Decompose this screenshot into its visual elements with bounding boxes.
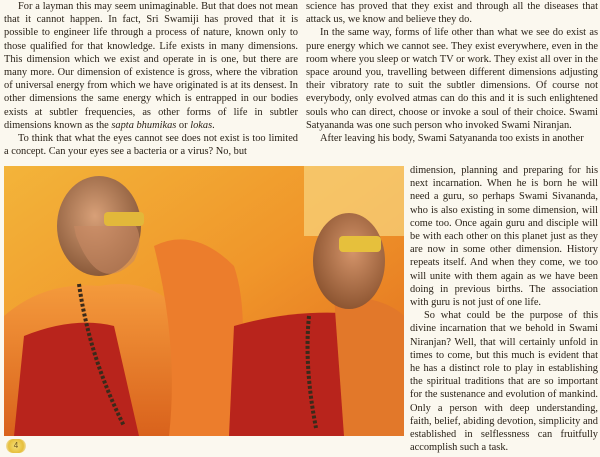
italic-term: sapta bhumikas [111,119,177,131]
right-robe-orange [334,296,404,436]
paragraph-text: For a layman this may seem unimaginable. But that does not mean that it cannot happen. In fact, Sri Swamiji has proved that it is possible to engineer life through a process of nature, known only to those qualified for that knowledge. Life exists in many dimensions. This dimension which we exist and operate in is one, but there are many more. Our dimension of existence is gross, where the vibration of universal energy from which we have originated is at its densest. In other dimensions the same energy which is entrapped in our bodies exists at subtler frequencies, as other forms of life in subtler dimensions known as the [4,1,298,131]
paragraph: To think that what the eyes cannot see does not exist is too limited a concept. Can your eyes see a bacteria or a virus? No, but [4,133,298,158]
paragraph-text: or [176,119,191,131]
paragraph: dimension, planning and preparing for his next incarnation. When he is born he will need a guru, so perhaps Swami Sivananda, who is also existing in some dimension, will come too. Once again guru and disciple will be with each other on this planet just as they are now in some other dimension. History repeats itself. And when they come, we too will unite with them again as we have been doing in previous births. The association with guru is not just of one life. [410,165,598,309]
right-forehead-mark [339,236,381,252]
photo-two-swamis [4,166,404,436]
left-text-column [4,0,298,158]
paragraph: So what could be the purpose of this divine incarnation that we behold in Swami Niranjan? Well, that will certainly unfold in times to come, but this much is evident that he has a distinct role to play in establishing the spiritual traditions that are so important for the sustenance and evolution of mankind. Only a person with deep understanding, faith, belief, abiding devotion, simplicity and established in selflessness can fruitfully accomplish such a task. [410,310,598,454]
page-number [6,439,26,453]
paragraph-text: . [212,119,215,131]
paragraph [4,0,298,132]
right-text-column [306,0,598,145]
page-number-text: 4 [13,441,19,450]
wrapped-text-column [410,164,598,454]
paragraph: After leaving his body, Swami Satyananda too exists in another [320,133,584,145]
paragraph: In the same way, forms of life other than what we see do exist as pure energy which we cannot see. They exist everywhere, even in the room where you sleep or watch TV or work. They exist all over in the space around you, travelling between different dimensions adjusting their vibratory rate to suit the subtler dimensions. Of course not everybody, only evolved atmas can do this and it is such enlightened souls who can direct, choose or invoke a soul of their choice. Swami Satyananda was one such person who invoked Swami Niranjan. [306,27,598,131]
left-forehead-mark [104,212,144,226]
italic-term: lokas [190,119,213,131]
right-swami-head [313,213,385,309]
paragraph: science has proved that they exist and through all the diseases that attack us, we know and believe they do. [306,1,598,26]
